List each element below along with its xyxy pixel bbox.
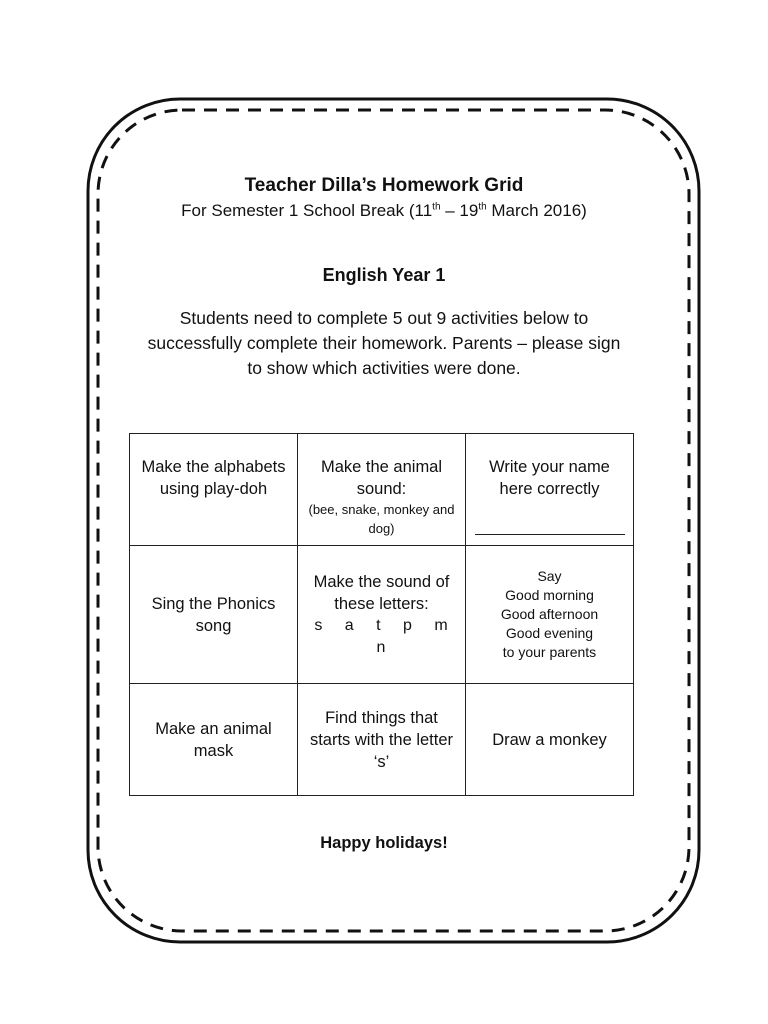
greeting-line: to your parents [502, 644, 597, 660]
subtitle-prefix: For Semester 1 School Break (11 [181, 201, 433, 220]
activity-note: (bee, snake, monkey and dog) [308, 502, 455, 536]
activity-text: Sing the Phonics song [151, 594, 276, 635]
activity-text: Make an animal mask [155, 719, 272, 760]
greeting-line: Good evening [505, 625, 594, 641]
activity-cell-greetings [466, 546, 634, 684]
greeting-line: Say [537, 568, 562, 584]
activity-cell-write-name [466, 434, 634, 546]
activity-cell-alphabets [130, 434, 298, 546]
instructions-paragraph: Students need to complete 5 out 9 activities below to successfully complete their homework. Parents – please sign to show which activities were done. [147, 308, 621, 378]
activity-cell-letter-sounds [298, 546, 466, 684]
activity-cell-animal-mask [130, 684, 298, 796]
activity-letters: s a t p m n [314, 616, 457, 656]
activity-text: Write your name here correctly [489, 458, 610, 498]
activity-cell-phonics-song [130, 546, 298, 684]
grid-row [130, 434, 634, 546]
subtitle-superscript-2: th [478, 201, 487, 213]
activity-cell-animal-sound [298, 434, 466, 546]
homework-grid [129, 433, 634, 796]
page-title: Teacher Dilla’s Homework Grid [244, 175, 524, 196]
activity-text: Make the alphabets using play-doh [141, 458, 286, 498]
activity-text: Make the sound of these letters: [313, 572, 450, 613]
greeting-line: Good afternoon [500, 606, 599, 622]
footer-greeting: Happy holidays! [320, 834, 448, 852]
subtitle-superscript-1: th [432, 201, 441, 213]
subtitle-middle: – 19 [440, 201, 479, 220]
activity-cell-draw-monkey [466, 684, 634, 796]
subject-heading: English Year 1 [322, 265, 446, 285]
grid-row [130, 684, 634, 796]
grid-row [130, 546, 634, 684]
activity-text: Make the animal sound: [320, 458, 443, 498]
page-subtitle [0, 201, 768, 221]
subtitle-suffix: March 2016) [486, 201, 587, 220]
name-write-line [475, 534, 625, 535]
activity-text: Draw a monkey [492, 730, 607, 749]
activity-text: Find things that starts with the letter ‘s’ [309, 708, 454, 771]
activity-cell-find-things [298, 684, 466, 796]
greeting-line: Good morning [505, 587, 594, 603]
